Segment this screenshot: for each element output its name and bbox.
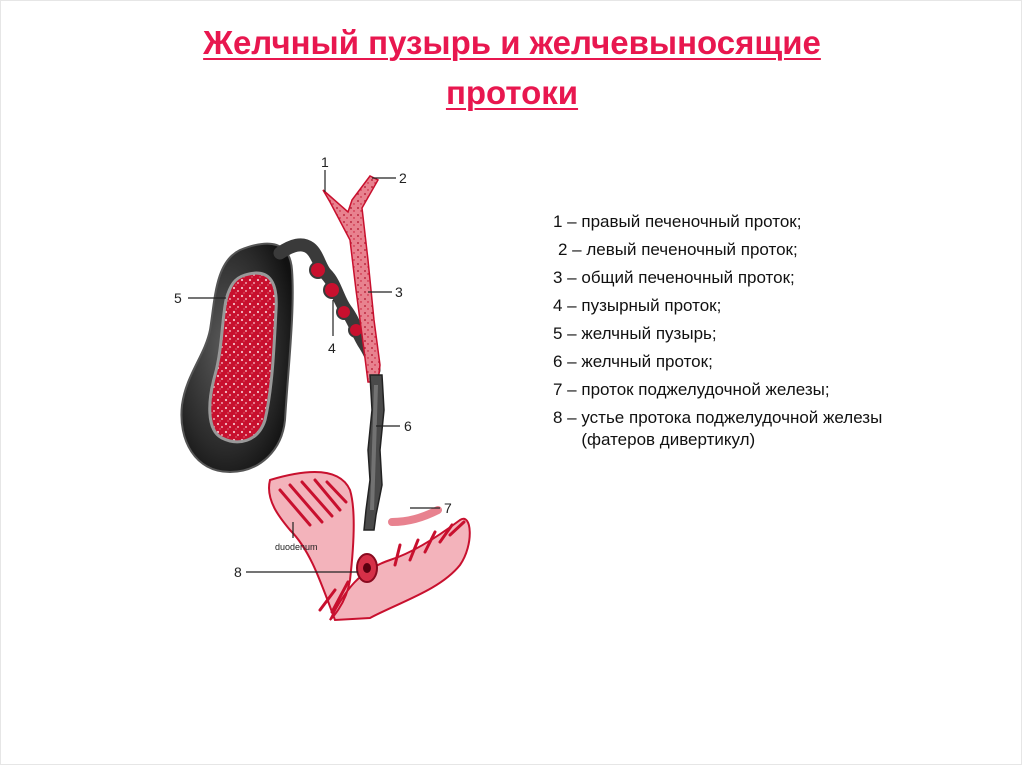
legend-item-8 [553,404,973,451]
legend-list [553,208,973,451]
callout-8: 8 [234,564,242,580]
callout-5: 5 [174,290,182,306]
legend-number: 8 – [553,408,582,427]
legend-item-2 [553,236,973,264]
common-bile-duct-shape [364,375,384,530]
legend-item-3 [553,264,973,292]
legend-text: общий печеночный проток; [581,268,795,287]
legend-number: 2 – [558,240,587,259]
callout-4: 4 [328,340,336,356]
callout-2: 2 [399,170,407,186]
callout-7: 7 [444,500,452,516]
gallbladder-diagram [160,150,500,630]
diagram-svg [160,150,500,630]
gallbladder-shape [181,244,292,472]
legend-item-1 [553,208,973,236]
callout-1: 1 [321,154,329,170]
slide-title-line-2: протоки [445,74,579,111]
legend-number: 3 – [553,268,582,287]
legend-number: 7 – [553,380,582,399]
legend-text: левый печеночный проток; [586,240,798,259]
legend-text: желчный пузырь; [581,324,717,343]
legend-text: проток поджелудочной железы; [581,380,830,399]
legend-item-7 [553,376,973,404]
callout-6: 6 [404,418,412,434]
legend-number: 5 – [553,324,582,343]
duodenum-label: duodenum [275,542,318,552]
legend-item-4 [553,292,973,320]
legend-text: правый печеночный проток; [581,212,802,231]
legend-number: 1 – [553,212,582,231]
legend-item-5 [553,320,973,348]
slide-title [0,18,1024,118]
callout-3: 3 [395,284,403,300]
legend-number: 6 – [553,352,582,371]
slide-title-line-1: Желчный пузырь и желчевыносящие [203,24,821,61]
legend-text: пузырный проток; [581,296,722,315]
legend-number: 4 – [553,296,582,315]
legend-item-6 [553,348,973,376]
legend-text: желчный проток; [581,352,713,371]
legend-text: устье протока поджелудочной железы (фатеров дивертикул) [581,408,883,449]
